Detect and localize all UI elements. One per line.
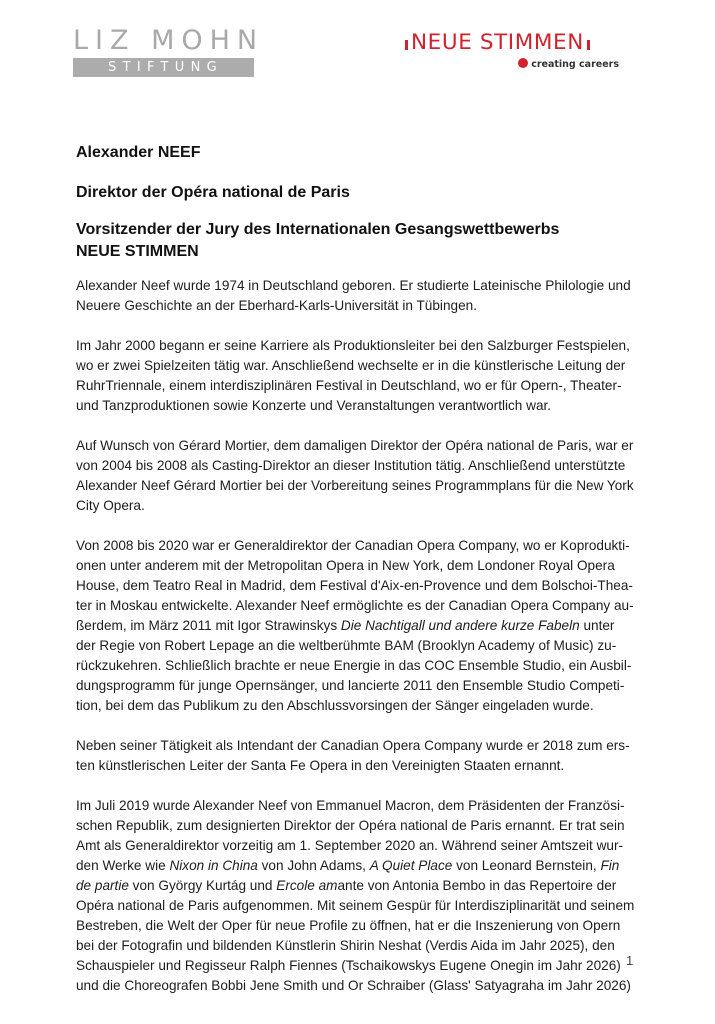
text-run: House, dem Teatro Real in Madrid, dem Festival d'Aix-en-Provence und dem Bolschoi-Thea-	[76, 578, 633, 593]
page-number: 1	[626, 953, 634, 968]
tagline-text: creating careers	[531, 59, 619, 70]
text-line	[76, 736, 636, 756]
text-line	[76, 496, 636, 516]
text-line	[76, 356, 636, 376]
text-line	[76, 936, 636, 956]
biography-paragraph	[76, 796, 636, 996]
text-line	[76, 556, 636, 576]
text-run: von John Adams,	[257, 858, 370, 873]
text-run: von 2004 bis 2008 als Casting-Direktor an dieser Institution tätig. Anschließend unterstützte	[76, 458, 626, 473]
jury-heading	[76, 219, 636, 263]
text-line	[76, 396, 636, 416]
text-line	[76, 896, 636, 916]
text-line	[76, 796, 636, 816]
text-run: Auf Wunsch von Gérard Mortier, dem damaligen Direktor der Opéra national de Paris, war er	[76, 438, 634, 453]
neue-stimmen-logo-name	[402, 30, 632, 56]
text-line	[76, 596, 636, 616]
text-run: Von 2008 bis 2020 war er Generaldirektor der Canadian Opera Company, wo er Koprodukti-	[76, 538, 630, 553]
tick-mark-icon	[405, 40, 408, 50]
text-line	[76, 576, 636, 596]
text-line	[76, 656, 636, 676]
jury-heading-line: Vorsitzender der Jury des Internationalen Gesangswettbewerbs	[76, 221, 560, 238]
text-line	[76, 696, 636, 716]
document-body	[76, 142, 636, 1016]
tick-mark-icon	[587, 40, 590, 50]
work-title: Nixon in China	[169, 858, 258, 873]
neue-stimmen-tagline	[402, 58, 632, 71]
text-line	[76, 436, 636, 456]
liz-mohn-logo-subtitle: STIFTUNG	[73, 58, 254, 77]
text-run: Im Juli 2019 wurde Alexander Neef von Emmanuel Macron, dem Präsidenten der Französi-	[76, 798, 625, 813]
text-line	[76, 876, 636, 896]
neue-stimmen-logo	[402, 30, 632, 71]
text-run: tion, bei dem das Publikum zu den Abschlussvorsingen der Sänger eingeladen wurde.	[76, 698, 594, 713]
text-run: ante von Antonia Bembo in das Repertoire der	[337, 878, 617, 893]
person-name-heading: Alexander NEEF	[76, 144, 201, 161]
liz-mohn-stiftung-logo	[73, 25, 265, 77]
text-run: Neuere Geschichte an der Eberhard-Karls-Universität in Tübingen.	[76, 298, 477, 313]
text-run: ten künstlerischen Leiter der Santa Fe Opera in den Vereinigten Staaten ernannt.	[76, 758, 565, 773]
text-run: City Opera.	[76, 498, 145, 513]
jury-heading-line: NEUE STIMMEN	[76, 243, 199, 260]
text-line	[76, 756, 636, 776]
text-run: und die Choreografen Bobbi Jene Smith und Or Schraiber (Glass' Satyagraha im Jahr 2026)	[76, 978, 631, 993]
text-line	[76, 676, 636, 696]
work-title: Die Nachtigall und andere kurze Fabeln	[340, 618, 580, 633]
text-line	[76, 836, 636, 856]
text-run: und Tanzproduktionen sowie Konzerte und Veranstaltungen verantwortlich war.	[76, 398, 552, 413]
text-run: bei der Fotografin und bildenden Künstlerin Shirin Neshat (Verdis Aida im Jahr 2025), den	[76, 938, 615, 953]
text-run: der Regie von Robert Lepage an die weltberühmte BAM (Brooklyn Academy of Music) zu-	[76, 638, 617, 653]
role-heading: Direktor der Opéra national de Paris	[76, 184, 350, 201]
neue-stimmen-logo-text: NEUE STIMMEN	[411, 30, 584, 55]
text-run: ßerdem, im März 2011 mit Igor Strawinskys	[76, 618, 341, 633]
text-run: den Werke wie	[76, 858, 170, 873]
text-run: Schauspieler und Regisseur Ralph Fiennes (Tschaikowskys Eugene Onegin im Jahr 2026)	[76, 958, 621, 973]
text-line	[76, 476, 636, 496]
text-line	[76, 816, 636, 836]
text-run: Im Jahr 2000 begann er seine Karriere als Produktionsleiter bei den Salzburger Festspielen,	[76, 338, 630, 353]
text-run: RuhrTriennale, einem interdisziplinären Festival in Deutschland, wo er für Opern-, Theater-	[76, 378, 622, 393]
biography-paragraph	[76, 336, 636, 416]
text-run: Amt als Generaldirektor vorzeitig am 1. September 2020 an. Während seiner Amtszeit wur-	[76, 838, 624, 853]
text-line	[76, 916, 636, 936]
text-line	[76, 856, 636, 876]
biography-paragraph	[76, 276, 636, 316]
text-run: von Leonard Bernstein,	[452, 858, 601, 873]
text-run: Bestreben, die Welt der Oper für neue Profile zu öffnen, hat er die Inszenierung von Opern	[76, 918, 621, 933]
text-line	[76, 956, 636, 976]
text-line	[76, 976, 636, 996]
text-run: Alexander Neef Gérard Mortier bei der Vorbereitung seines Programmplans für die New York	[76, 478, 634, 493]
work-title: de partie	[76, 878, 129, 893]
text-run: rückzukehren. Schließlich brachte er neue Energie in das COC Ensemble Studio, ein Ausbil-	[76, 658, 632, 673]
text-run: dungsprogramm für junge Opernsänger, und lancierte 2011 den Ensemble Studio Competi-	[76, 678, 625, 693]
text-run: unter	[579, 618, 615, 633]
text-line	[76, 636, 636, 656]
text-run: onen unter anderem mit der Metropolitan Opera in New York, dem Londoner Royal Opera	[76, 558, 615, 573]
work-title: Ercole am	[276, 878, 338, 893]
text-run: Opéra national de Paris aufgenommen. Mit seinem Gespür für Interdisziplinarität und seinem	[76, 898, 635, 913]
red-dot-icon	[518, 58, 528, 68]
text-line	[76, 456, 636, 476]
text-run: ter in Moskau entwickelte. Alexander Neef ermöglichte es der Canadian Opera Company au-	[76, 598, 634, 613]
text-line	[76, 376, 636, 396]
work-title: A Quiet Place	[369, 858, 453, 873]
text-line	[76, 276, 636, 296]
text-line	[76, 536, 636, 556]
text-line	[76, 296, 636, 316]
text-run: von György Kurtág und	[128, 878, 277, 893]
liz-mohn-logo-name: LIZ MOHN	[73, 25, 265, 56]
biography-paragraph	[76, 536, 636, 716]
text-line	[76, 616, 636, 636]
text-run: wo er zwei Spielzeiten tätig war. Anschließend wechselte er in die künstlerische Leitung der	[76, 358, 626, 373]
biography-paragraph	[76, 736, 636, 776]
text-run: Alexander Neef wurde 1974 in Deutschland geboren. Er studierte Lateinische Philologie und	[76, 278, 631, 293]
text-line	[76, 336, 636, 356]
work-title: Fin	[600, 858, 620, 873]
text-run: Neben seiner Tätigkeit als Intendant der Canadian Opera Company wurde er 2018 zum ers-	[76, 738, 630, 753]
biography-paragraphs	[76, 276, 636, 996]
text-run: schen Republik, zum designierten Direktor der Opéra national de Paris ernannt. Er trat sein	[76, 818, 625, 833]
biography-paragraph	[76, 436, 636, 516]
